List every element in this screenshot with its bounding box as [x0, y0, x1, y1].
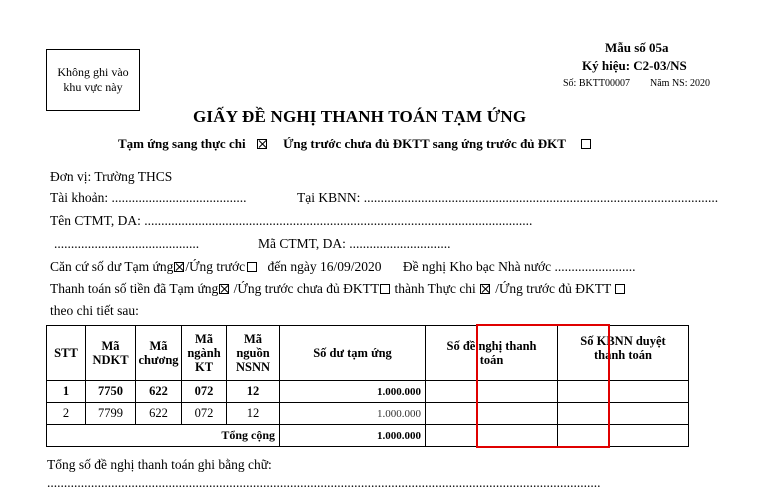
option-advance-to-actual-checkbox[interactable]: [257, 139, 267, 149]
header-stt: STT: [47, 326, 86, 381]
header-source-line2: nguồn: [236, 346, 270, 360]
form-symbol: Ký hiệu: C2-03/NS: [582, 58, 687, 73]
treasury-request: Đề nghị Kho bạc Nhà nước ........................: [402, 259, 636, 274]
row-stt: 2: [47, 403, 86, 425]
header-advance-balance: Số dư tạm ứng: [280, 326, 426, 381]
header-sector: [182, 326, 227, 381]
row-requested-amount[interactable]: [426, 381, 558, 403]
header-chapter-line1: Mã: [149, 339, 168, 353]
basis-advance-label: Căn cứ số dư Tạm ứng: [50, 259, 174, 274]
payment-detail-table: [46, 325, 689, 447]
amount-in-words-label: Tổng số đề nghị thanh toán ghi bằng chữ:: [47, 457, 272, 472]
header-sector-line1: Mã: [194, 332, 214, 346]
total-row: [47, 425, 689, 447]
basis-date: đến ngày 16/09/2020: [267, 259, 382, 274]
header-source-line3: NSNN: [235, 360, 271, 374]
restricted-note-line1: Không ghi vào: [57, 65, 129, 79]
payment-actual-label: thành Thực chi: [394, 281, 476, 296]
row-approved-amount[interactable]: [558, 403, 689, 425]
payment-prepay-full-label: /Ứng trước đủ ĐKTT: [495, 281, 612, 296]
payment-prepay-label: /Ứng trước chưa đủ ĐKTT: [233, 281, 380, 296]
table-header-row: [47, 326, 689, 381]
basis-prepay-label: /Ứng trước: [185, 259, 246, 274]
row-advance-balance: 1.000.000: [280, 381, 426, 403]
header-approved-amount: [558, 326, 689, 381]
program-leading-dots: ...........................................: [54, 236, 200, 251]
header-ndkt: [86, 326, 136, 381]
header-source: [227, 326, 280, 381]
header-source-line1: Mã: [243, 332, 263, 346]
option-advance-to-actual: Tạm ứng sang thực chi: [118, 136, 246, 151]
payment-prepay-full-checkbox[interactable]: [615, 284, 625, 294]
payment-advance-label: Thanh toán số tiền đã Tạm ứng: [50, 281, 219, 296]
basis-advance-checkbox[interactable]: [174, 262, 184, 272]
restricted-area-box: [46, 49, 140, 111]
document-number: Số: BKTT00007: [563, 78, 630, 89]
row-advance-balance: 1.000.000: [280, 403, 426, 425]
header-sector-line3: KT: [194, 360, 214, 374]
total-label: Tổng cộng: [47, 425, 280, 447]
row-ndkt: 7799: [86, 403, 136, 425]
row-requested-amount[interactable]: [426, 403, 558, 425]
subtitle-line: [118, 136, 594, 152]
row-chapter: 622: [136, 403, 182, 425]
payment-advance-checkbox[interactable]: [219, 284, 229, 294]
header-sector-line2: ngành: [187, 346, 221, 360]
row-source: 12: [227, 381, 280, 403]
program-code-field[interactable]: Mã CTMT, DA: ..............................: [258, 236, 451, 251]
document-title: GIẤY ĐỀ NGHỊ THANH TOÁN TẠM ỨNG: [193, 107, 527, 126]
row-stt: 1: [47, 381, 86, 403]
table-row: [47, 403, 689, 425]
budget-year: Năm NS: 2020: [650, 78, 710, 89]
table-row: [47, 381, 689, 403]
basis-line: [50, 259, 636, 275]
header-approved-line2: thanh toán: [593, 348, 652, 362]
treasury-field[interactable]: Tại KBNN: .........................................................................................................: [297, 190, 719, 205]
header-requested-line2: toán: [479, 353, 504, 367]
payment-actual-checkbox[interactable]: [480, 284, 490, 294]
account-field[interactable]: Tài khoản: ........................................: [50, 190, 247, 205]
header-requested-line1: Số đề nghị thanh: [446, 339, 537, 353]
row-approved-amount[interactable]: [558, 381, 689, 403]
form-number: Mẫu số 05a: [605, 40, 669, 55]
row-sector: 072: [182, 381, 227, 403]
header-requested-amount: [426, 326, 558, 381]
total-approved-amount[interactable]: [558, 425, 689, 447]
option-prepayment-transfer-checkbox[interactable]: [581, 139, 591, 149]
row-ndkt: 7750: [86, 381, 136, 403]
header-chapter-line2: chương: [138, 353, 179, 367]
amount-in-words-dots[interactable]: ....................................................................................................................................................................: [47, 475, 601, 490]
total-advance-balance: 1.000.000: [280, 425, 426, 447]
row-source: 12: [227, 403, 280, 425]
restricted-note-line2: khu vực này: [63, 80, 123, 94]
details-label: theo chi tiết sau:: [50, 303, 139, 318]
payment-line: [50, 281, 626, 297]
payment-prepay-checkbox[interactable]: [380, 284, 390, 294]
header-approved-line1: Số KBNN duyệt: [580, 334, 666, 348]
total-requested-amount[interactable]: [426, 425, 558, 447]
header-ndkt-line2: NDKT: [92, 353, 129, 367]
header-ndkt-line1: Mã: [101, 339, 120, 353]
option-prepayment-transfer: Ứng trước chưa đủ ĐKTT sang ứng trước đủ ĐKT: [283, 136, 566, 151]
unit-field: Đơn vị: Trường THCS: [50, 169, 173, 184]
program-name-field[interactable]: Tên CTMT, DA: ...................................................................................................................: [50, 213, 533, 228]
basis-prepay-checkbox[interactable]: [247, 262, 257, 272]
row-chapter: 622: [136, 381, 182, 403]
row-sector: 072: [182, 403, 227, 425]
header-chapter: [136, 326, 182, 381]
